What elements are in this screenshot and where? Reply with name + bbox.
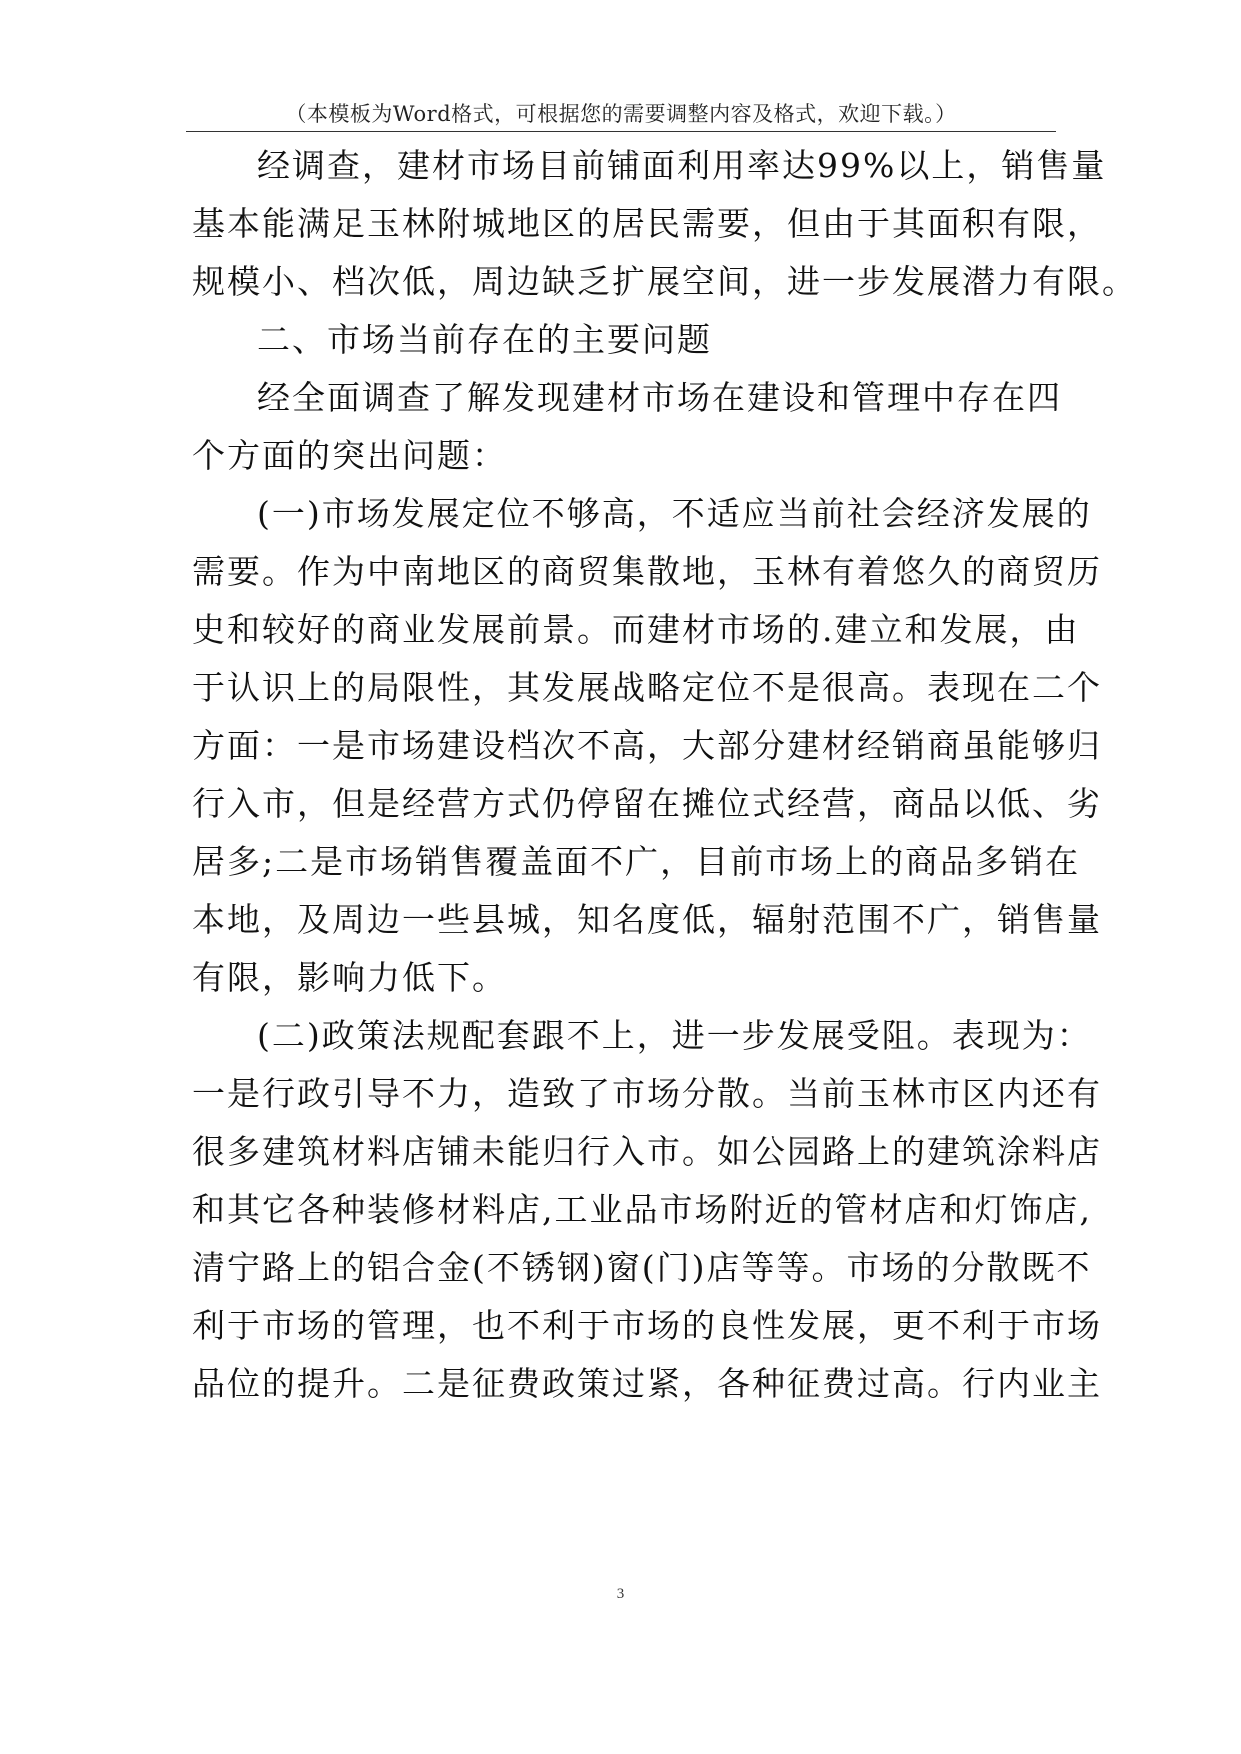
paragraph-line: 于认识上的局限性，其发展战略定位不是很高。表现在二个 — [192, 668, 1102, 707]
paragraph-line: 需要。作为中南地区的商贸集散地，玉林有着悠久的商贸历 — [192, 552, 1102, 591]
paragraph-line: 个方面的突出问题： — [192, 436, 507, 475]
paragraph-line: 经全面调查了解发现建材市场在建设和管理中存在四 — [257, 378, 1062, 417]
paragraph-line: (二)政策法规配套跟不上，进一步发展受阻。表现为： — [257, 1016, 1092, 1055]
paragraph-line: 居多;二是市场销售覆盖面不广，目前市场上的商品多销在 — [192, 842, 1081, 881]
page-header-note: （本模板为Word格式，可根据您的需要调整内容及格式，欢迎下载。） — [285, 102, 957, 126]
paragraph-line: 方面：一是市场建设档次不高，大部分建材经销商虽能够归 — [192, 726, 1102, 765]
paragraph-line: 规模小、档次低，周边缺乏扩展空间，进一步发展潜力有限。 — [192, 262, 1137, 301]
paragraph-line: 品位的提升。二是征费政策过紧，各种征费过高。行内业主 — [192, 1364, 1102, 1403]
paragraph-line: 利于市场的管理，也不利于市场的良性发展，更不利于市场 — [192, 1306, 1102, 1345]
paragraph-line: 本地，及周边一些县城，知名度低，辐射范围不广，销售量 — [192, 900, 1102, 939]
paragraph-line: 和其它各种装修材料店,工业品市场附近的管材店和灯饰店, — [192, 1190, 1092, 1229]
page-number: 3 — [616, 1586, 625, 1602]
paragraph-line: 清宁路上的铝合金(不锈钢)窗(门)店等等。市场的分散既不 — [192, 1248, 1092, 1287]
paragraph-line: 史和较好的商业发展前景。而建材市场的.建立和发展，由 — [192, 610, 1080, 649]
section-heading: 二、市场当前存在的主要问题 — [257, 320, 712, 359]
paragraph-line: 很多建筑材料店铺未能归行入市。如公园路上的建筑涂料店 — [192, 1132, 1102, 1171]
paragraph-line: 有限，影响力低下。 — [192, 958, 507, 997]
paragraph-line: (一)市场发展定位不够高，不适应当前社会经济发展的 — [257, 494, 1092, 533]
header-divider — [186, 131, 1056, 132]
paragraph-line: 一是行政引导不力，造致了市场分散。当前玉林市区内还有 — [192, 1074, 1102, 1113]
paragraph-line: 行入市，但是经营方式仍停留在摊位式经营，商品以低、劣 — [192, 784, 1102, 823]
paragraph-line: 经调查，建材市场目前铺面利用率达99%以上，销售量 — [257, 146, 1107, 185]
paragraph-line: 基本能满足玉林附城地区的居民需要，但由于其面积有限， — [192, 204, 1102, 243]
